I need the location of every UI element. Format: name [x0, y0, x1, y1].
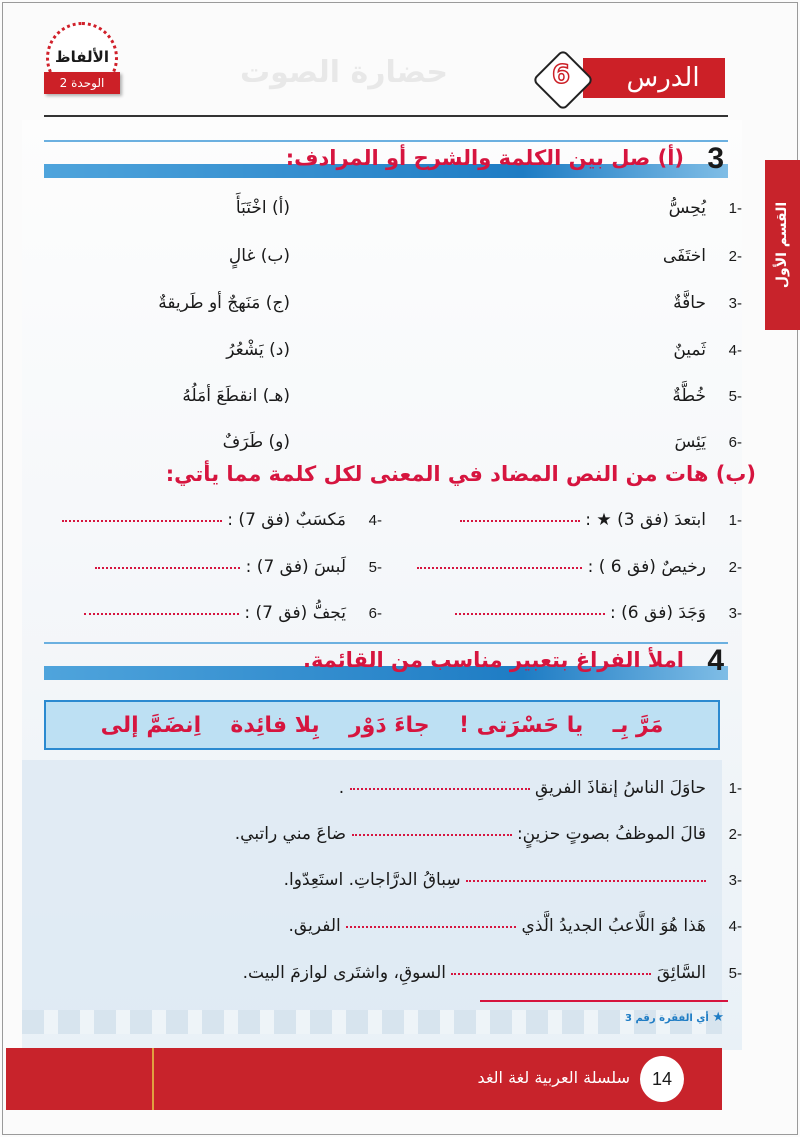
header-divider — [44, 115, 728, 117]
match-word: حافَّةٌ — [673, 293, 706, 313]
antonym-row: -5لَبسَ (فق 7) : — [95, 557, 382, 577]
match-word: يُحِسُّ — [668, 198, 706, 218]
answer-blank[interactable] — [346, 925, 516, 928]
match-word: ثَمينٌ — [673, 340, 706, 360]
match-option: (أ) اخْتَبَأَ — [235, 198, 290, 218]
antonym-row: -3وَجَدَ (فق 6) : — [455, 603, 742, 623]
answer-blank[interactable] — [466, 879, 706, 882]
match-word-row: -6يَئِسَ — [674, 432, 742, 452]
header-top-line — [44, 140, 728, 142]
fill-blank-row: -4هَذا هُوَ اللَّاعبُ الجديدُ الَّذي الفريق. — [288, 916, 742, 936]
fill-blank-row: -2قالَ الموظفُ بصوتٍ حزينٍ: ضاعَ مني راتبي. — [234, 824, 742, 844]
film-strip-decoration — [22, 1010, 722, 1034]
match-word: يَئِسَ — [674, 432, 706, 452]
exercise-number: 3 — [707, 142, 724, 175]
match-word: خُطَّةٌ — [672, 386, 706, 406]
exercise-title: املأ الفراغ بتعبير مناسب من القائمة. — [302, 648, 684, 672]
header-top-line — [44, 642, 728, 644]
antonym-row: -2رخيصٌ (فق 6 ) : — [417, 557, 742, 577]
exercise-4-header — [44, 644, 728, 680]
lesson-number: 6 — [551, 60, 571, 90]
answer-blank[interactable] — [417, 566, 582, 569]
match-option: (و) طَرَفٌ — [222, 432, 290, 452]
match-option: (ج) مَنَهجٌ أو طَريقةٌ — [158, 293, 290, 313]
word-bank — [44, 700, 720, 750]
match-option: (هـ) انقطَعَ أمَلُهُ — [182, 386, 290, 406]
word-bank-item[interactable]: يا حَسْرَتى ! — [458, 712, 584, 738]
match-word-row: -5خُطَّةٌ — [672, 386, 742, 406]
answer-blank[interactable] — [455, 612, 605, 615]
antonym-row: -1ابتعدَ (فق 3) ★ : — [460, 510, 742, 530]
match-word-row: -2اختَفَى — [662, 246, 742, 266]
series-title: سلسلة العربية لغة الغد — [477, 1068, 630, 1087]
unit-label: الوحدة 2 — [44, 72, 120, 94]
exercise-3-header — [44, 142, 728, 178]
word-bank-item[interactable]: جاءَ دَوْر — [348, 712, 430, 738]
word-bank-item[interactable]: اِنضَمَّ إلى — [100, 712, 202, 738]
answer-blank[interactable] — [350, 787, 530, 790]
match-option: (د) يَشْعُرُ — [226, 340, 290, 360]
lesson-label: الدرس — [583, 58, 725, 98]
answer-blank[interactable] — [95, 566, 240, 569]
match-word: اختَفَى — [662, 246, 706, 266]
word-bank-item[interactable]: مَرَّ بِـ — [612, 712, 664, 738]
star-icon: ★ — [712, 1010, 724, 1025]
lesson-number-badge — [533, 50, 589, 106]
exercise-title: (أ) صل بين الكلمة والشرح أو المرادف: — [285, 146, 684, 170]
footer-stripe — [152, 1048, 154, 1110]
part-b-title: (ب) هات من النص المضاد في المعنى لكل كلمة مما يأتي: — [165, 462, 756, 486]
word-bank-item[interactable]: بِلا فائِدة — [230, 712, 320, 738]
match-option: (ب) غالٍ — [228, 246, 290, 266]
fill-blank-row: -1حاوَلَ الناسُ إنقاذَ الفريقِ . — [338, 778, 742, 798]
side-tab-label: القسم الأول — [774, 201, 790, 289]
footnote-divider — [480, 1000, 728, 1002]
footnote: ★ أي الفقرة رقم 3 — [625, 1010, 724, 1025]
match-word-row: -3حافَّةٌ — [673, 293, 742, 313]
match-word-row: -1يُحِسُّ — [668, 198, 742, 218]
fill-blank-row: -5السَّائِقَ السوقِ، واشتَرى لوازمَ البيت. — [242, 963, 742, 983]
unit-badge-title: الألفاظ — [55, 48, 109, 66]
answer-blank[interactable] — [460, 519, 580, 522]
exercise-number: 4 — [707, 644, 724, 677]
unit-badge — [38, 22, 126, 100]
answer-blank[interactable] — [451, 972, 651, 975]
antonym-row: -6يَجفُّ (فق 7) : — [84, 603, 382, 623]
page-number: 14 — [640, 1056, 684, 1102]
section-side-tab — [765, 160, 800, 330]
background-photo — [22, 760, 722, 1030]
fill-blank-row: -3 سِباقُ الدرَّاجاتِ. استَعِدّوا. — [283, 870, 742, 890]
answer-blank[interactable] — [62, 519, 222, 522]
answer-blank[interactable] — [84, 612, 239, 615]
antonym-row: -4مَكسَبٌ (فق 7) : — [62, 510, 382, 530]
answer-blank[interactable] — [352, 833, 512, 836]
match-word-row: -4ثَمينٌ — [673, 340, 742, 360]
ghost-lesson-title: حضارة الصوت — [240, 55, 448, 90]
